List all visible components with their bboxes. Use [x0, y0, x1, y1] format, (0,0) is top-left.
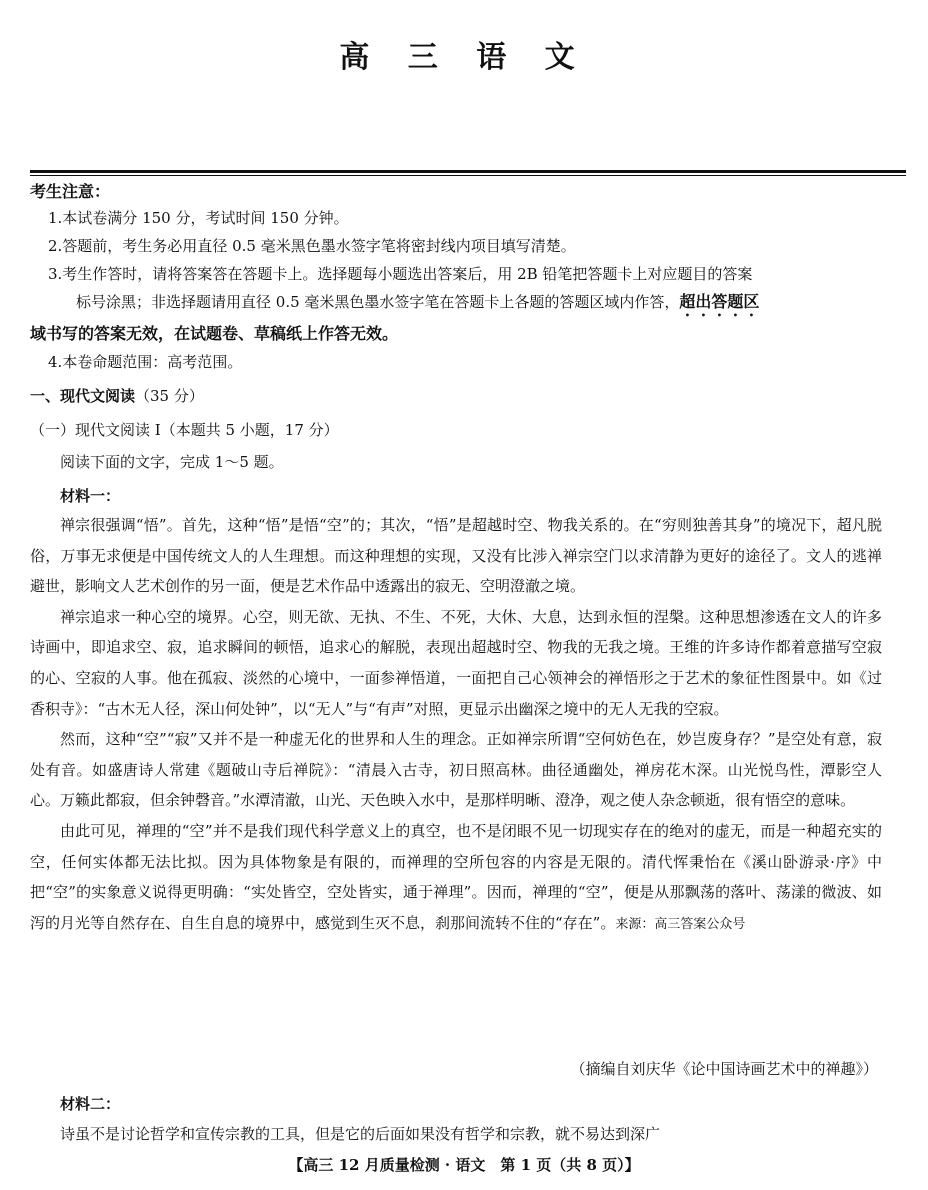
header-rule-thick [30, 170, 906, 173]
header-rule-thin [30, 175, 906, 176]
section-1-heading [30, 382, 882, 410]
notice-heading: 考生注意： [30, 182, 111, 201]
paragraph-4-text: 由此可见，禅理的“空”并不是我们现代科学意义上的真空，也不是闭眼不见一切现实存在的绝对的虚无，而是一种超充实的空，任何实体都无法比拟。因为具体物象是有限的，而禅理的空所包容的内容是无限的。清代恽秉怡在《溪山卧游录·序》中把“空”的实象意义说得更明确：“实处皆空，空处皆实，通于禅理”。因而，禅理的“空”，便是从那飘荡的落叶、荡漾的微波、如泻的月光等自然存在、自生自息的境界中，感觉到生灭不息，刹那间流转不住的“存在”。 [30, 821, 882, 932]
notice-item-2: 2.答题前，考生务必用直径 0.5 毫米黑色墨水签字笔将密封线内项目填写清楚。 [48, 237, 576, 255]
notice-item-3-emphasis-1: 超出答题区 [679, 292, 760, 311]
notice-item-1: 1.本试卷满分 150 分，考试时间 150 分钟。 [48, 209, 349, 227]
section-1-score: （35 分） [135, 387, 204, 405]
paragraph-2: 禅宗追求一种心空的境界。心空，则无欲、无执、不生、不死，大休、大息，达到永恒的涅槃。这种思想渗透在文人的许多诗画中，即追求空、寂，追求瞬间的顿悟，追求心的解脱，表现出超越时空、物我的无我之境。王维的许多诗作都着意描写空寂的心、空寂的人事。他在孤寂、淡然的心境中，一面参禅悟道，一面把自己心领神会的禅悟形之于艺术的象征性图景中。如《过香积寺》：“古木无人径，深山何处钟”，以“无人”与“有声”对照，更显示出幽深之境中的无人无我的空寂。 [30, 607, 882, 718]
notice-item-3a: 3.考生作答时，请将答案答在答题卡上。选择题每小题选出答案后，用 2B 铅笔把答题卡上对应题目的答案 [48, 265, 753, 283]
paragraph-3: 然而，这种“空”“寂”又并不是一种虚无化的世界和人生的理念。正如禅宗所谓“空何妨色在，妙岂废身存？”是空处有意，寂处有音。如盛唐诗人常建《题破山寺后禅院》：“清晨入古寺，初日照高林。曲径通幽处，禅房花木深。山光悦鸟性，潭影空人心。万籁此都寂，但余钟磬音。”水潭清澈，山光、天色映入水中，是那样明晰、澄净，观之使人杂念顿逝，很有悟空的意味。 [30, 730, 882, 810]
page-title: 高 三 语 文 [339, 40, 589, 75]
paragraph-4 [30, 816, 882, 940]
section-1-title: 一、现代文阅读 [30, 387, 136, 405]
paragraph-1: 禅宗很强调“悟”。首先，这种“悟”是悟“空”的；其次，“悟”是超越时空、物我关系的。在“穷则独善其身”的境况下，超凡脱俗，万事无求便是中国传统文人的人生理想。而这种理想的实现，又没有比涉入禅宗空门以求清静为更好的途径了。文人的逃禅避世，影响文人艺术创作的另一面，便是艺术作品中透露出的寂无、空明澄澈之境。 [30, 516, 882, 596]
material-2-label: 材料二： [60, 1095, 121, 1113]
material-2-body [30, 1120, 882, 1148]
reading-instruction: 阅读下面的文字，完成 1～5 题。 [60, 453, 284, 471]
notice-item-4: 4.本卷命题范围：高考范围。 [48, 353, 243, 371]
notice-item-3b-text: 标号涂黑；非选择题请用直径 0.5 毫米黑色墨水签字笔在答题卡上各题的答题区域内作答， [76, 293, 680, 311]
notice-item-3-emphasis-2: 域书写的答案无效，在试题卷、草稿纸上作答无效。 [30, 324, 399, 343]
notice-item-3b [48, 288, 884, 320]
subsection-heading: （一）现代文阅读 Ⅰ（本题共 5 小题，17 分） [30, 421, 339, 439]
source-note: 来源：高三答案公众号 [615, 916, 746, 932]
citation: （摘编自刘庆华《论中国诗画艺术中的禅趣》） [570, 1060, 878, 1078]
material-2-paragraph: 诗虽不是讨论哲学和宣传宗教的工具，但是它的后面如果没有哲学和宗教，就不易达到深广 [60, 1125, 661, 1143]
page-footer: 【高三 12 月质量检测 · 语文 第 1 页（共 8 页）】 [288, 1156, 640, 1174]
notice-list [30, 204, 884, 376]
material-1-label: 材料一： [60, 487, 121, 505]
material-1-body [30, 510, 882, 940]
